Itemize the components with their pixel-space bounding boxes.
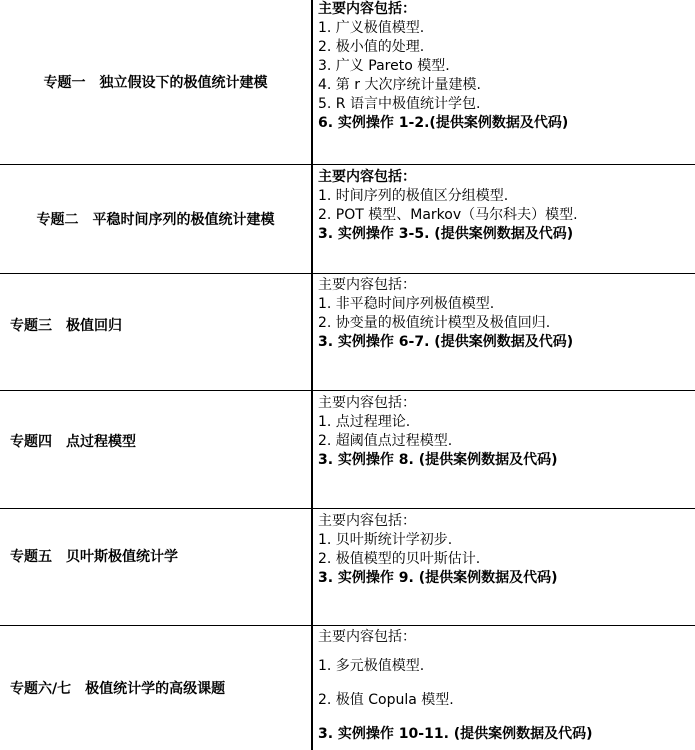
content-item: 4. 第 r 大次序统计量建模. bbox=[318, 77, 481, 93]
topic-title: 专题六/七 极值统计学的高级课题 bbox=[10, 681, 226, 697]
content-item: 3. 实例操作 10-11. (提供案例数据及代码) bbox=[318, 726, 593, 742]
content-item: 1. 广义极值模型. bbox=[318, 20, 425, 36]
topic-content bbox=[318, 394, 690, 470]
content-item: 2. 极小值的处理. bbox=[318, 39, 425, 55]
content-item: 1. 非平稳时间序列极值模型. bbox=[318, 296, 495, 312]
content-header: 主要内容包括： bbox=[318, 395, 416, 411]
content-header: 主要内容包括： bbox=[318, 1, 416, 17]
topic-content bbox=[318, 512, 690, 588]
content-header: 主要内容包括： bbox=[318, 277, 416, 293]
content-item: 1. 多元极值模型. bbox=[318, 658, 425, 674]
content-item: 2. 协变量的极值统计模型及极值回归. bbox=[318, 315, 551, 331]
content-header: 主要内容包括： bbox=[318, 629, 416, 645]
content-header: 主要内容包括： bbox=[318, 169, 416, 185]
column-divider bbox=[311, 0, 313, 750]
content-item: 2. 极值 Copula 模型. bbox=[318, 692, 454, 708]
topic-content bbox=[318, 168, 690, 244]
topic-content bbox=[318, 0, 690, 133]
content-item: 2. 极值模型的贝叶斯估计. bbox=[318, 551, 481, 567]
topic-title: 专题二 平稳时间序列的极值统计建模 bbox=[36, 212, 275, 228]
content-item: 3. 广义 Pareto 模型. bbox=[318, 58, 450, 74]
content-item: 2. POT 模型、Markov（马尔科夫）模型. bbox=[318, 207, 578, 223]
topic-title: 专题一 独立假设下的极值统计建模 bbox=[43, 75, 268, 91]
content-item: 5. R 语言中极值统计学包. bbox=[318, 96, 481, 112]
topic-title: 专题五 贝叶斯极值统计学 bbox=[10, 549, 178, 565]
content-item: 1. 点过程理论. bbox=[318, 414, 411, 430]
content-item: 3. 实例操作 6-7. (提供案例数据及代码) bbox=[318, 334, 574, 350]
content-item: 3. 实例操作 9. (提供案例数据及代码) bbox=[318, 570, 558, 586]
content-item: 3. 实例操作 3-5. (提供案例数据及代码) bbox=[318, 226, 574, 242]
content-item: 3. 实例操作 8. (提供案例数据及代码) bbox=[318, 452, 558, 468]
topic-title: 专题三 极值回归 bbox=[10, 318, 122, 334]
topic-content bbox=[318, 276, 690, 352]
content-item: 2. 超阈值点过程模型. bbox=[318, 433, 453, 449]
topic-content bbox=[318, 628, 690, 744]
content-item: 6. 实例操作 1-2.(提供案例数据及代码) bbox=[318, 115, 569, 131]
content-item: 1. 时间序列的极值区分组模型. bbox=[318, 188, 509, 204]
content-item: 1. 贝叶斯统计学初步. bbox=[318, 532, 453, 548]
topic-title: 专题四 点过程模型 bbox=[10, 434, 136, 450]
content-header: 主要内容包括： bbox=[318, 513, 416, 529]
